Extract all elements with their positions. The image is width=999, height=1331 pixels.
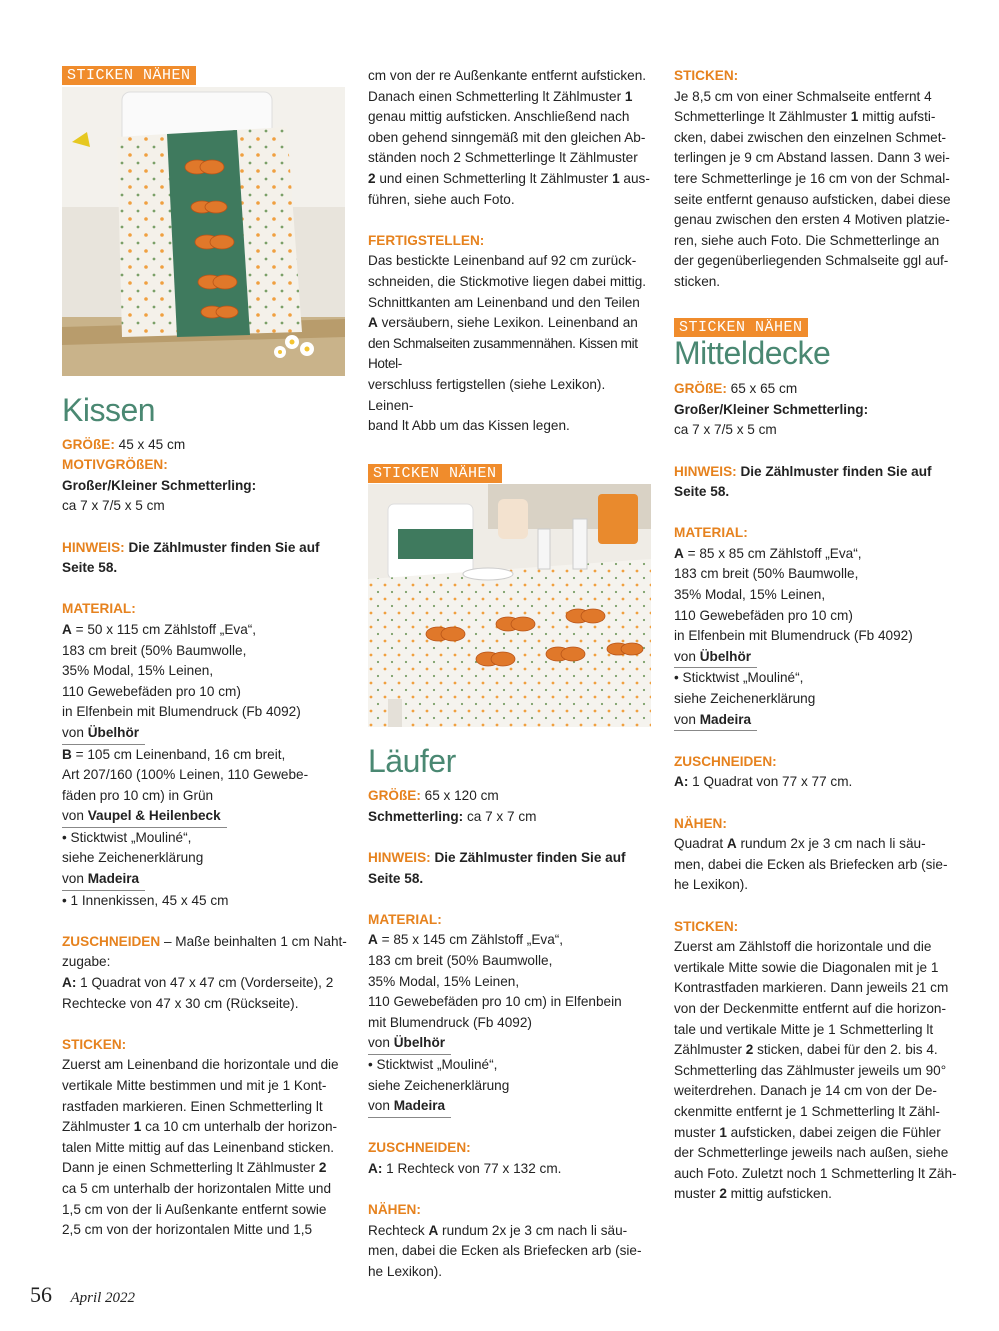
hint-label: HINWEIS: [62,539,125,555]
stitch-text: weiterdrehen. Danach je 14 cm von der De- [674,1083,937,1099]
stitch-text: ca 5 cm unterhalb der horizontalen Mitte und [62,1180,332,1196]
hint-label: HINWEIS: [674,463,737,479]
supplier-prefix: von [368,1098,394,1114]
section-tag: STICKEN NÄHEN [674,318,808,337]
stitch-text: muster [674,1186,720,1202]
stitch-text: aus- [619,170,650,186]
motif-line: Großer/Kleiner Schmetterling: [62,477,257,493]
material-line: siehe Zeichenerklärung [368,1077,510,1093]
stitch-text: auch Foto. Zuletzt noch 1 Schmetterling lt Zäh- [674,1165,957,1181]
stitch-text: mittig aufsticken. [726,1186,832,1202]
table-runner-photo-icon [368,484,651,727]
stitch-text: 1,5 cm von der li Außenkante entfernt sowie [62,1201,327,1217]
material-line: 110 Gewebefäden pro 10 cm) [62,683,241,699]
finish-text: den Schmalseiten zusammennähen. Kissen mit Hotel- [368,335,638,372]
cut-key: A: [368,1160,383,1176]
stitch-text: Zählmuster [62,1119,134,1135]
cut-label: ZUSCHNEIDEN: [674,753,777,769]
material-line: 35% Modal, 15% Leinen, [674,587,826,603]
stitch-text: führen, siehe auch Foto. [368,191,515,207]
material-line: 35% Modal, 15% Leinen, [368,973,520,989]
stitch-text: Zuerst am Zählstoff die horizontale und die [674,939,932,955]
cushion-photo [62,87,345,376]
stitch-text: terlingen je 9 cm Abstand lassen. Dann 3 wei- [674,150,950,166]
cut-text: Rechtecke von 47 x 30 cm (Rückseite). [62,995,299,1011]
material-line: fäden pro 10 cm) in Grün [62,787,214,803]
sew-text: A [428,1222,439,1238]
cut-key: A: [62,975,77,991]
material-line: 110 Gewebefäden pro 10 cm) [674,607,853,623]
finish-text: verschluss fertigstellen (siehe Lexikon). Leinen- [368,376,606,413]
material-label: MATERIAL: [368,911,442,927]
stitch-text: ca 10 cm unterhalb der horizon- [141,1119,338,1135]
hint-label: HINWEIS: [368,850,431,866]
stitch-text: 1 [612,170,620,186]
material-line: • Sticktwist „Mouliné“, [368,1057,498,1072]
sew-label: NÄHEN: [674,815,727,831]
material-line: = 50 x 115 cm Zählstoff „Eva“, [71,621,257,637]
title-kissen: Kissen [62,391,156,428]
material-key: A [368,932,378,948]
finish-text: versäubern, siehe Lexikon. Leinenband an [377,315,638,331]
column-2 [368,60,652,1283]
stitch-text: vertikale Mitte sowie die Diagonalen mit je 1 [674,959,939,975]
size-value: 45 x 45 cm [114,436,186,452]
material-label: MATERIAL: [62,601,136,617]
stitch-text: Dann je einen Schmetterling lt Zählmuster [62,1160,319,1176]
stitch-text: Schmetterlinge lt Zählmuster [674,109,851,125]
sew-text: A [726,836,737,852]
material-line: 183 cm breit (50% Baumwolle, [674,566,859,582]
stitch-text: der Schmetterlinge jeweils nach außen, siehe [674,1145,949,1161]
supplier-prefix: von [368,1035,394,1051]
stitch-text: seite entfernt genauso aufsticken, dabei diese [674,191,951,207]
motif-label: MOTIVGRÖßEN: [62,457,168,473]
stitch-text: 1 [624,88,633,104]
size-value: 65 x 120 cm [420,788,499,804]
finish-text: Schnittkanten am Leinenband und den Teilen [368,294,640,310]
section-tag: STICKEN NÄHEN [368,464,502,483]
material-line: in Elfenbein mit Blumendruck (Fb 4092) [62,704,301,720]
stitch-text: 1 [719,1124,727,1140]
sew-text: men, dabei die Ecken als Briefecken arb (sie- [368,1243,642,1259]
stitch-text: aufsticken, dabei zeigen die Fühler [726,1124,941,1140]
supplier-prefix: von [674,648,700,664]
stitch-text: 2,5 cm von der horizontalen Mitte und 1,5 [62,1222,313,1238]
material-line: = 105 cm Leinenband, 16 cm breit, [71,746,286,762]
issue-date: April 2022 [70,1290,136,1306]
cut-text: – Maße beinhalten 1 cm Naht- [160,933,347,949]
stitch-text: 2 [368,170,376,186]
finish-text: schneiden, die Stickmotive liegen dabei mittig. [368,273,647,289]
supplier-name: Madeira [393,1098,446,1114]
finish-text: A [368,315,378,331]
stitch-text: rastfaden markieren. Einen Schmetterling lt [62,1098,323,1114]
stitch-text: tale und vertikale Mitte je 1 Schmetterling lt [674,1021,934,1037]
supplier-name: Übelhör [699,648,752,664]
stitch-text: ren, siehe auch Foto. Die Schmetterlinge an [674,232,940,248]
size-label: GRÖßE: [62,436,115,452]
material-line: 35% Modal, 15% Leinen, [62,663,214,679]
finish-label: FERTIGSTELLEN: [368,232,485,248]
cut-label: ZUSCHNEIDEN: [368,1140,471,1156]
motif-line: ca 7 x 7 cm [463,808,537,824]
stitch-text: genau zwischen den ersten 4 Motiven platzie- [674,212,950,228]
material-line: • 1 Innenkissen, 45 x 45 cm [62,892,229,908]
stitch-text: mittig aufsti- [858,109,936,125]
column-1 [62,60,347,1241]
stitch-text: von der Deckenmitte entfernt auf die horizon- [674,1000,947,1016]
stitch-text: 1 [850,109,859,125]
stitch-text: talen Mitte mittig auf das Leinenband sticken. [62,1139,335,1155]
stitch-text: Schmetterling das Zählmuster jeweils um 90° [674,1062,947,1078]
material-line: = 85 x 85 cm Zählstoff „Eva“, [683,545,862,561]
stitch-text: sticken. [674,273,721,289]
hint-text: Seite 58. [368,870,424,886]
sew-text: he Lexikon). [368,1263,443,1279]
table-runner-photo [368,484,651,727]
cut-key: A: [674,774,689,790]
size-value: 65 x 65 cm [726,381,798,397]
supplier-name: Vaupel & Heilenbeck [87,808,221,824]
cut-label: ZUSCHNEIDEN [62,933,161,949]
stitch-label: STICKEN: [674,68,739,83]
material-line: Art 207/160 (100% Leinen, 110 Gewebe- [62,767,309,783]
sew-label: NÄHEN: [368,1202,421,1218]
stitch-text: ckenmitte entfernt je 1 Schmetterling lt Zähl- [674,1103,940,1119]
motif-line: ca 7 x 7/5 x 5 cm [674,422,777,438]
supplier-name: Übelhör [393,1035,446,1051]
stitch-text: muster [674,1124,720,1140]
cut-text: 1 Quadrat von 47 x 47 cm (Vorderseite), 2 [76,975,334,991]
section-tag: STICKEN NÄHEN [62,66,196,85]
cut-text: 1 Quadrat von 77 x 77 cm. [688,774,853,790]
hint-text: Die Zählmuster finden Sie auf [124,539,320,555]
material-line: 110 Gewebefäden pro 10 cm) in Elfenbein [368,994,622,1010]
supplier-prefix: von [62,724,88,740]
size-label: GRÖßE: [368,788,421,804]
stitch-text: und einen Schmetterling lt Zählmuster [375,170,613,186]
stitch-label: STICKEN: [674,918,739,934]
material-key: A [674,545,684,561]
finish-text: band lt Abb um das Kissen legen. [368,418,570,434]
sew-text: rundum 2x je 3 cm nach li säu- [736,836,926,852]
stitch-text: sticken, dabei für den 2. bis 4. [753,1042,938,1058]
sew-text: men, dabei die Ecken als Briefecken arb (sie- [674,856,948,872]
hint-text: Seite 58. [674,484,730,500]
stitch-text: Danach einen Schmetterling lt Zählmuster [368,88,625,104]
size-label: GRÖßE: [674,381,727,397]
material-line: 183 cm breit (50% Baumwolle, [368,953,553,969]
motif-line: Schmetterling: [368,808,464,824]
stitch-text: ständen noch 2 Schmetterlinge lt Zählmuster [368,150,638,166]
cut-text: 1 Rechteck von 77 x 132 cm. [382,1160,562,1176]
stitch-text: Zählmuster [674,1042,746,1058]
stitch-label: STICKEN: [62,1036,127,1052]
material-line: 183 cm breit (50% Baumwolle, [62,642,247,658]
finish-text: Das bestickte Leinenband auf 92 cm zurück- [368,253,637,269]
hint-text: Die Zählmuster finden Sie auf [430,850,626,866]
supplier-prefix: von [674,711,700,727]
stitch-text: oben gehend sinngemäß mit den gleichen Ab- [368,129,646,145]
stitch-text: tere Schmetterlinge je 16 cm von der Schmal- [674,170,950,186]
cushion-photo-icon [62,87,345,376]
material-key: A [62,621,72,637]
hint-text: Die Zählmuster finden Sie auf [736,463,932,479]
supplier-name: Übelhör [87,724,140,740]
stitch-text: Je 8,5 cm von einer Schmalseite entfernt 4 [674,88,932,104]
material-line: in Elfenbein mit Blumendruck (Fb 4092) [674,628,913,644]
motif-line: ca 7 x 7/5 x 5 cm [62,498,165,514]
cut-text: zugabe: [62,954,111,970]
material-label: MATERIAL: [674,525,748,541]
column-3 [674,60,959,1205]
page-footer [30,1282,135,1308]
material-line: siehe Zeichenerklärung [62,850,204,866]
material-line: = 85 x 145 cm Zählstoff „Eva“, [377,932,564,948]
stitch-text: Zuerst am Leinenband die horizontale und die [62,1057,339,1073]
supplier-prefix: von [62,808,88,824]
supplier-name: Madeira [699,711,752,727]
stitch-text: genau mittig aufsticken. Anschließend nach [368,109,630,125]
material-line: mit Blumendruck (Fb 4092) [368,1014,532,1030]
supplier-prefix: von [62,871,88,887]
page-number: 56 [30,1282,52,1307]
stitch-text: Kontrastfaden markieren. Dann jeweils 21 cm [674,980,949,996]
sew-text: Rechteck [368,1222,429,1238]
stitch-text: 2 [719,1186,727,1202]
sew-text: Quadrat [674,836,727,852]
stitch-text: der gegenüberliegenden Schmalseite ggl auf- [674,253,949,269]
title-laeufer: Läufer [368,743,456,780]
stitch-text: vertikale Mitte bestimmen und mit je 1 Kont- [62,1078,327,1093]
stitch-text: cken, dabei zwischen den einzelnen Schmet- [674,129,947,145]
sew-text: he Lexikon). [674,877,749,893]
stitch-text: cm von der re Außenkante entfernt aufsticken. [368,68,647,83]
stitch-text: 2 [745,1042,754,1058]
hint-text: Seite 58. [62,560,118,576]
material-line: • Sticktwist „Mouliné“, [674,670,804,686]
material-line: siehe Zeichenerklärung [674,691,816,707]
title-mitteldecke: Mitteldecke [674,335,831,372]
material-key: B [62,746,72,762]
stitch-text: 1 [133,1119,142,1135]
stitch-text: 2 [318,1160,327,1176]
supplier-name: Madeira [87,871,140,887]
material-line: • Sticktwist „Mouliné“, [62,829,192,845]
sew-text: rundum 2x je 3 cm nach li säu- [438,1222,628,1238]
motif-line: Großer/Kleiner Schmetterling: [674,401,869,417]
